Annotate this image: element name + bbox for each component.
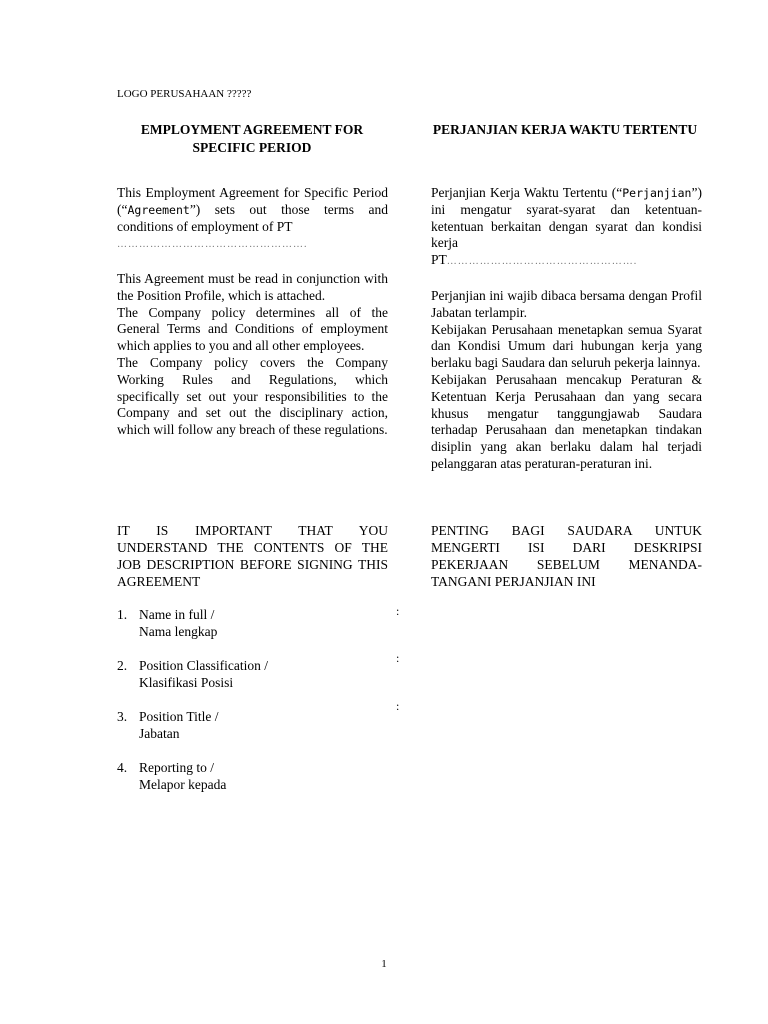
field-reporting-to: 4. Reporting to / Melapor kepada [117, 760, 227, 792]
page-number: 1 [381, 958, 387, 970]
read-conjunction-indonesian: Perjanjian ini wajib dibaca bersama dengan Profil Jabatan terlampir. [431, 288, 702, 320]
important-notice-indonesian: PENTING BAGI SAUDARA UNTUK MENGERTI ISI DARI DESKRIPSI PEKERJAAN SEBELUM MENANDA-TANGANI PERJANJIAN INI [431, 523, 702, 589]
policy-rules-english: The Company policy covers the Company Working Rules and Regulations, which specifically set out your responsibilities to the Company and set out the disciplinary action, which will follow any breach of these regulations. [117, 354, 388, 438]
policy-terms-english: The Company policy determines all of the General Terms and Conditions of employment which applies to you and all other employees. [117, 304, 388, 354]
field-colon: : [396, 604, 400, 618]
body-english [117, 271, 388, 439]
blank-dots: ……………………………………………. [117, 239, 308, 251]
title-english: EMPLOYMENT AGREEMENT FOR SPECIFIC PERIOD [140, 122, 364, 155]
field-name-in-full: 1. Name in full / Nama lengkap [117, 607, 218, 639]
important-notice-english: IT IS IMPORTANT THAT YOU UNDERSTAND THE CONTENTS OF THE JOB DESCRIPTION BEFORE SIGNING THIS AGREEMENT [117, 523, 388, 589]
field-position-classification: 2. Position Classification / Klasifikasi Posisi [117, 658, 269, 690]
intro-indonesian: Perjanjian Kerja Waktu Tertentu (“Perjanjian”) ini mengatur syarat-syarat dan ketentuan-ketentuan berkaitan dengan syarat dan kondisi kerja PT……………………………………………. [431, 185, 702, 268]
body-indonesian [431, 288, 702, 473]
policy-terms-indonesian: Kebijakan Perusahaan menetapkan semua Syarat dan Kondisi Umum dari hubungan kerja yang berlaku bagi Saudara dan seluruh pekerja lainnya. [431, 321, 702, 371]
title-indonesian: PERJANJIAN KERJA WAKTU TERTENTU [432, 122, 698, 137]
field-position-title: 3. Position Title / Jabatan [117, 709, 219, 741]
policy-rules-indonesian: Kebijakan Perusahaan mencakup Peraturan & Ketentuan Kerja Perusahaan dan yang secara khusus mengatur tanggungjawab Saudara terhadap Perusahaan dan menetapkan tindakan disiplin yang akan berlaku dalam hal terjadi pelanggaran atas peraturan-peraturan ini. [431, 371, 702, 471]
read-conjunction-english: This Agreement must be read in conjunction with the Position Profile, which is attached. [117, 271, 388, 303]
field-colon: : [396, 699, 400, 713]
company-logo-placeholder: LOGO PERUSAHAAN ????? [117, 88, 252, 100]
intro-english: This Employment Agreement for Specific Period (“Agreement”) sets out those terms and conditions of employment of PT ……………………………………………. [117, 185, 388, 251]
blank-dots: ……………………………………………. [446, 256, 638, 268]
field-colon: : [396, 651, 400, 665]
